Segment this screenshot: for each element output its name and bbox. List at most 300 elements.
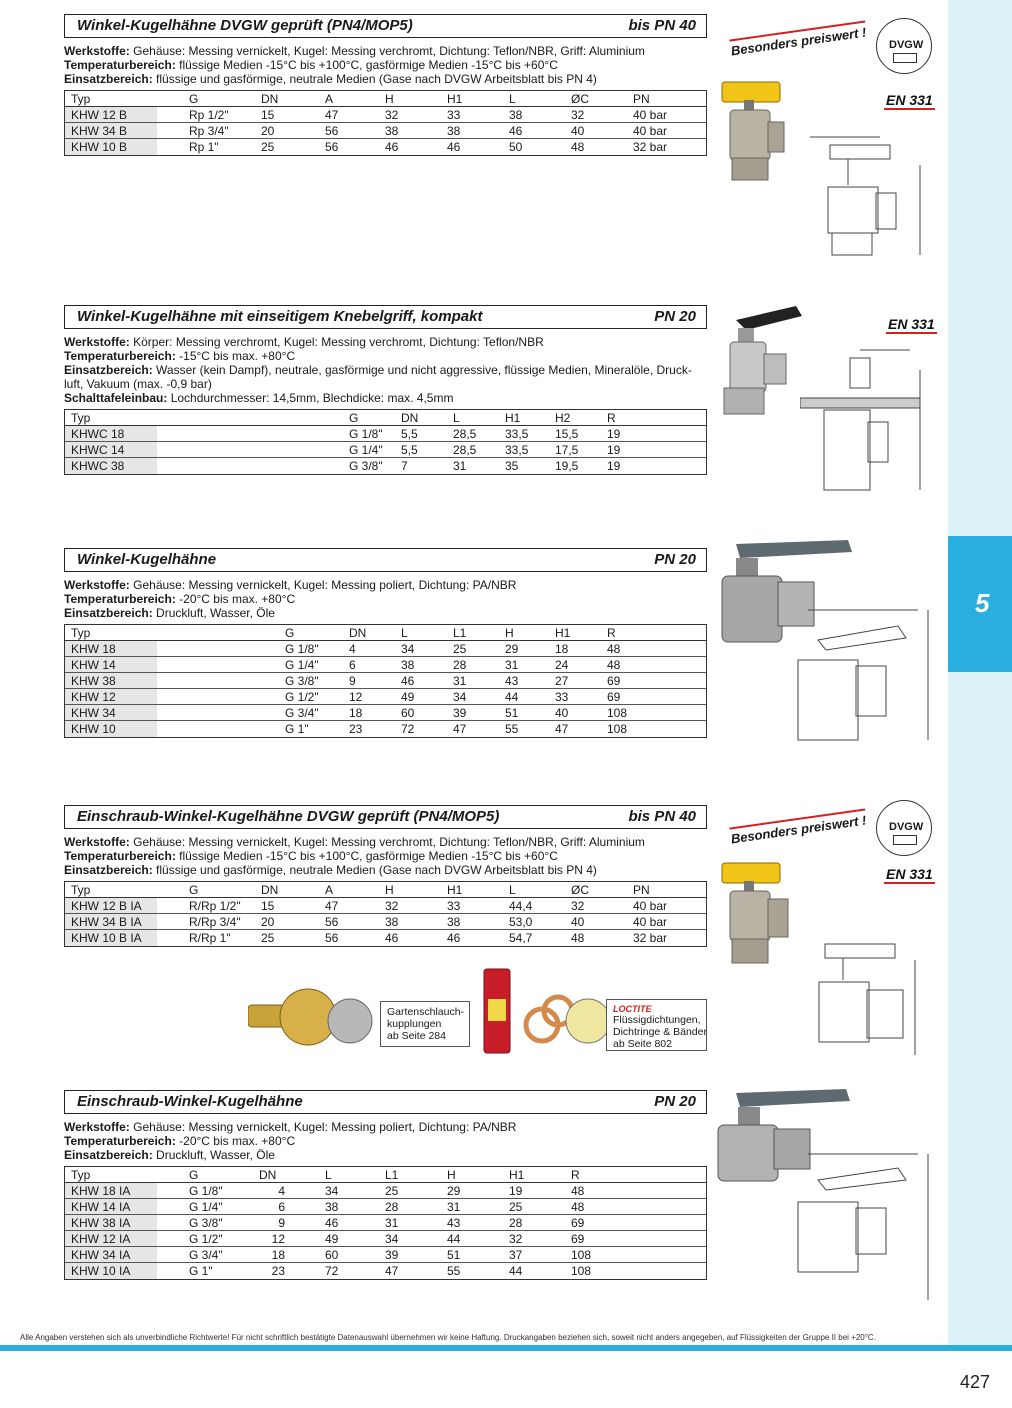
type-cell: KHW 12 IA xyxy=(71,1232,131,1246)
table-cell: 7 xyxy=(401,459,408,473)
page-number: 427 xyxy=(960,1372,991,1392)
table-cell: 56 xyxy=(325,140,339,154)
section-knebelgriff-kompakt xyxy=(64,305,707,475)
table-cell: 19 xyxy=(607,443,621,457)
table-row[interactable] xyxy=(65,1263,706,1279)
table-cell: 32 xyxy=(385,108,399,122)
valve-photo-yellow-handle-2 xyxy=(716,855,796,970)
column-header: H1 xyxy=(505,411,521,425)
table-cell: 5,5 xyxy=(401,443,418,457)
table-cell: 108 xyxy=(571,1248,592,1262)
column-header: G xyxy=(349,411,359,425)
type-cell: KHW 14 IA xyxy=(71,1200,131,1214)
table-cell: G 1/2" xyxy=(285,690,319,704)
dvgw-seal-box xyxy=(893,53,917,63)
table-cell: 48 xyxy=(571,1184,585,1198)
type-cell: KHW 18 xyxy=(71,642,116,656)
table-cell: 32 bar xyxy=(633,140,668,154)
table-row[interactable] xyxy=(65,673,706,689)
type-cell: KHW 10 IA xyxy=(71,1264,131,1278)
table-cell: 48 xyxy=(571,140,585,154)
table-cell: 108 xyxy=(607,722,628,736)
description-line xyxy=(64,1148,707,1162)
column-header: H1 xyxy=(509,1168,525,1182)
technical-drawing-4 xyxy=(795,920,940,1070)
column-header: DN xyxy=(261,883,279,897)
description-label: Temperaturbereich: xyxy=(64,592,176,606)
footer-bar xyxy=(0,1345,1012,1351)
chapter-number: 5 xyxy=(975,588,990,618)
description-text: Gehäuse: Messing vernickelt, Kugel: Messing poliert, Dichtung: PA/NBR xyxy=(129,1120,517,1134)
table-cell: 55 xyxy=(505,722,519,736)
table-cell: 46 xyxy=(385,140,399,154)
table-row[interactable] xyxy=(65,657,706,673)
type-cell: KHW 38 IA xyxy=(71,1216,131,1230)
table-cell: G 3/4" xyxy=(189,1248,223,1262)
description-text: Wasser (kein Dampf), neutrale, gasförmige und nicht aggressive, flüssige Medien, Mineralöle, Druck- xyxy=(152,363,692,377)
table-cell: 40 xyxy=(571,915,585,929)
section-title: Winkel-Kugelhähne mit einseitigem Knebelgriff, kompakt xyxy=(77,308,483,325)
table-cell: 38 xyxy=(325,1200,339,1214)
table-cell: 25 xyxy=(509,1200,523,1214)
description-text: Gehäuse: Messing vernickelt, Kugel: Messing verchromt, Dichtung: Teflon/NBR, Griff: Aluminium xyxy=(129,44,645,58)
promo-seal-line-3: ab Seite 802 xyxy=(613,1038,672,1050)
table-cell: 19,5 xyxy=(555,459,579,473)
description-label: Werkstoffe: xyxy=(64,578,130,592)
table-header-row xyxy=(65,625,706,641)
description-line xyxy=(64,349,707,363)
table-cell: 32 xyxy=(571,899,585,913)
column-header: ØC xyxy=(571,92,589,106)
table-cell: 54,7 xyxy=(509,931,533,945)
table-cell: 51 xyxy=(505,706,519,720)
badge-besonders-preiswert-2: Besonders preiswert ! xyxy=(729,809,867,847)
promo-sealant-box[interactable] xyxy=(606,999,707,1051)
section-pressure-rating: bis PN 40 xyxy=(628,17,696,34)
column-header: L1 xyxy=(453,626,467,640)
description-line xyxy=(64,863,707,877)
table-row[interactable] xyxy=(65,689,706,705)
table-cell: 48 xyxy=(571,1200,585,1214)
column-header: Typ xyxy=(71,92,91,106)
dvgw-seal xyxy=(876,18,932,74)
section-description xyxy=(64,1120,707,1162)
table-cell: 15,5 xyxy=(555,427,579,441)
table-cell: 51 xyxy=(447,1248,461,1262)
spec-table xyxy=(64,624,707,738)
table-cell: R/Rp 1" xyxy=(189,931,231,945)
table-cell: 69 xyxy=(571,1232,585,1246)
table-cell: 39 xyxy=(385,1248,399,1262)
description-line xyxy=(64,58,707,72)
table-cell: 28 xyxy=(453,658,467,672)
table-cell: 29 xyxy=(505,642,519,656)
column-header: L xyxy=(325,1168,332,1182)
table-cell: 43 xyxy=(447,1216,461,1230)
dvgw-seal-box-2 xyxy=(893,835,917,845)
table-cell: G 1" xyxy=(285,722,309,736)
section-pressure-rating: PN 20 xyxy=(654,1093,696,1110)
table-row[interactable] xyxy=(65,1183,706,1199)
table-cell: 38 xyxy=(401,658,415,672)
table-cell: G 1/8" xyxy=(189,1184,223,1198)
table-cell: G 1/2" xyxy=(189,1232,223,1246)
table-cell: 48 xyxy=(607,642,621,656)
section-pressure-rating: PN 20 xyxy=(654,308,696,325)
column-header: L xyxy=(453,411,460,425)
table-cell: 5,5 xyxy=(401,427,418,441)
column-header: L xyxy=(509,92,516,106)
section-header xyxy=(64,805,707,829)
table-cell: 38 xyxy=(447,124,461,138)
table-cell: 33 xyxy=(447,108,461,122)
description-line xyxy=(64,363,707,377)
table-cell: 32 xyxy=(509,1232,523,1246)
description-text: Gehäuse: Messing vernickelt, Kugel: Messing verchromt, Dichtung: Teflon/NBR, Griff: Aluminium xyxy=(129,835,645,849)
table-cell: 40 bar xyxy=(633,899,668,913)
table-cell: 44 xyxy=(447,1232,461,1246)
table-cell: 31 xyxy=(505,658,519,672)
table-cell: 17,5 xyxy=(555,443,579,457)
dvgw-seal-text-2: DVGW xyxy=(889,821,924,833)
table-cell: 20 xyxy=(261,915,275,929)
table-cell: 37 xyxy=(509,1248,523,1262)
table-cell: 72 xyxy=(325,1264,339,1278)
table-cell: 46 xyxy=(447,140,461,154)
table-cell: G 3/4" xyxy=(285,706,319,720)
description-label: Temperaturbereich: xyxy=(64,58,176,72)
type-cell: KHW 10 B xyxy=(71,140,128,154)
table-cell: 33 xyxy=(555,690,569,704)
table-cell: 38 xyxy=(509,108,523,122)
description-text: Lochdurchmesser: 14,5mm, Blechdicke: max. 4,5mm xyxy=(167,391,454,405)
spec-table xyxy=(64,881,707,947)
description-label: Einsatzbereich: xyxy=(64,1148,153,1162)
section-title: Winkel-Kugelhähne DVGW geprüft (PN4/MOP5) xyxy=(77,17,413,34)
table-row[interactable] xyxy=(65,123,706,139)
disclaimer-text: Alle Angaben verstehen sich als unverbindliche Richtwerte! Für nicht schriftlich bestätigte Datenauswahl übernehmen wir keine Haftung. Druckangaben beziehen sich, soweit nicht anders angegeben, auf Flüssigkeiten der Gruppe II bei +20°C. xyxy=(20,1333,876,1342)
table-row[interactable] xyxy=(65,426,706,442)
badge-en331-2: EN 331 xyxy=(888,316,935,332)
description-line xyxy=(64,377,707,391)
description-text: -20°C bis max. +80°C xyxy=(175,592,296,606)
dvgw-seal-2 xyxy=(876,800,932,856)
table-cell: 46 xyxy=(509,124,523,138)
promo-accessories xyxy=(248,963,707,1055)
table-cell: G 3/8" xyxy=(285,674,319,688)
column-header: G xyxy=(285,626,295,640)
column-header: Typ xyxy=(71,626,91,640)
column-header: Typ xyxy=(71,883,91,897)
technical-drawing-5 xyxy=(788,1140,938,1315)
type-cell: KHWC 14 xyxy=(71,443,125,457)
table-cell: 53,0 xyxy=(509,915,533,929)
column-header: DN xyxy=(349,626,367,640)
column-header: H2 xyxy=(555,411,571,425)
table-cell: 46 xyxy=(325,1216,339,1230)
column-header: G xyxy=(189,883,199,897)
table-cell: G 1/8" xyxy=(285,642,319,656)
column-header: A xyxy=(325,883,334,897)
column-header: R xyxy=(607,626,616,640)
table-cell: 18 xyxy=(349,706,363,720)
table-row[interactable] xyxy=(65,705,706,721)
column-header: DN xyxy=(259,1168,277,1182)
table-cell: 31 xyxy=(385,1216,399,1230)
table-cell: 20 xyxy=(261,124,275,138)
table-cell: 28 xyxy=(385,1200,399,1214)
badge-besonders-preiswert: Besonders preiswert ! xyxy=(729,21,867,59)
table-header-row xyxy=(65,1167,706,1183)
type-cell: KHW 10 xyxy=(71,722,116,736)
description-label: Temperaturbereich: xyxy=(64,349,176,363)
table-cell: 108 xyxy=(571,1264,592,1278)
section-header xyxy=(64,548,707,572)
table-row[interactable] xyxy=(65,107,706,123)
table-row[interactable] xyxy=(65,1231,706,1247)
badge-en331-1: EN 331 xyxy=(886,92,933,108)
table-cell: 40 xyxy=(555,706,569,720)
badge-en331-3: EN 331 xyxy=(886,866,933,882)
type-cell: KHW 12 B xyxy=(71,108,128,122)
promo-seal-line-1: Flüssigdichtungen, xyxy=(613,1014,701,1026)
table-cell: 44,4 xyxy=(509,899,533,913)
table-cell: Rp 1/2" xyxy=(189,108,229,122)
type-cell: KHW 34 B IA xyxy=(71,915,142,929)
description-label: Werkstoffe: xyxy=(64,835,130,849)
table-cell: 12 xyxy=(271,1232,285,1246)
table-cell: 31 xyxy=(453,674,467,688)
promo-hose-line-1: Gartenschlauch- xyxy=(387,1006,465,1018)
table-cell: 38 xyxy=(447,915,461,929)
section-einschraub-winkel xyxy=(64,1090,707,1280)
section-header xyxy=(64,14,707,38)
table-row[interactable] xyxy=(65,139,706,155)
table-cell: 23 xyxy=(271,1264,285,1278)
table-cell: 56 xyxy=(325,124,339,138)
table-cell: 34 xyxy=(385,1232,399,1246)
description-text: Druckluft, Wasser, Öle xyxy=(152,1148,275,1162)
table-row[interactable] xyxy=(65,442,706,458)
column-header: G xyxy=(189,92,199,106)
table-cell: 40 bar xyxy=(633,108,668,122)
table-cell: 49 xyxy=(401,690,415,704)
table-cell: 33 xyxy=(447,899,461,913)
table-cell: 19 xyxy=(509,1184,523,1198)
table-cell: 43 xyxy=(505,674,519,688)
table-cell: 31 xyxy=(447,1200,461,1214)
table-cell: 28,5 xyxy=(453,427,477,441)
table-cell: 60 xyxy=(401,706,415,720)
table-cell: 15 xyxy=(261,899,275,913)
table-cell: Rp 3/4" xyxy=(189,124,229,138)
description-text: -20°C bis max. +80°C xyxy=(175,1134,296,1148)
table-cell: 50 xyxy=(509,140,523,154)
description-line xyxy=(64,1134,707,1148)
description-label: Temperaturbereich: xyxy=(64,1134,176,1148)
column-header: A xyxy=(325,92,334,106)
table-cell: 34 xyxy=(453,690,467,704)
type-cell: KHW 14 xyxy=(71,658,116,672)
description-line xyxy=(64,606,707,620)
table-cell: 31 xyxy=(453,459,467,473)
type-cell: KHW 10 B IA xyxy=(71,931,142,945)
table-row[interactable] xyxy=(65,1247,706,1263)
type-cell: KHW 12 B IA xyxy=(71,899,142,913)
table-cell: R/Rp 3/4" xyxy=(189,915,241,929)
table-cell: 32 bar xyxy=(633,931,668,945)
description-text: Körper: Messing verchromt, Kugel: Messing verchromt, Dichtung: Teflon/NBR xyxy=(129,335,544,349)
table-cell: 15 xyxy=(261,108,275,122)
table-cell: 48 xyxy=(571,931,585,945)
spec-table xyxy=(64,1166,707,1280)
description-text: luft, Vakuum (max. -0,9 bar) xyxy=(64,377,212,391)
promo-hose-coupling-box[interactable] xyxy=(380,1001,470,1047)
table-cell: 60 xyxy=(325,1248,339,1262)
table-cell: 28,5 xyxy=(453,443,477,457)
table-cell: 48 xyxy=(607,658,621,672)
technical-drawing-3 xyxy=(788,590,938,760)
type-cell: KHW 34 B xyxy=(71,124,128,138)
description-label: Einsatzbereich: xyxy=(64,606,153,620)
table-cell: 25 xyxy=(261,140,275,154)
section-pressure-rating: bis PN 40 xyxy=(628,808,696,825)
hose-coupling-photo xyxy=(248,981,378,1055)
description-label: Werkstoffe: xyxy=(64,335,130,349)
table-cell: 69 xyxy=(571,1216,585,1230)
table-cell: 34 xyxy=(401,642,415,656)
table-cell: 24 xyxy=(555,658,569,672)
section-winkel-kugelhaehne xyxy=(64,548,707,738)
table-header-row xyxy=(65,882,706,898)
column-header: H xyxy=(385,92,394,106)
table-header-row xyxy=(65,410,706,426)
table-cell: 38 xyxy=(385,915,399,929)
table-cell: 32 xyxy=(571,108,585,122)
table-cell: 56 xyxy=(325,915,339,929)
table-cell: 25 xyxy=(453,642,467,656)
table-row[interactable] xyxy=(65,930,706,946)
table-cell: 46 xyxy=(401,674,415,688)
table-cell: 6 xyxy=(349,658,356,672)
promo-seal-line-2: Dichtringe & Bänder xyxy=(613,1026,707,1038)
type-cell: KHWC 38 xyxy=(71,459,125,473)
table-cell: 39 xyxy=(453,706,467,720)
table-cell: Rp 1" xyxy=(189,140,219,154)
section-title: Einschraub-Winkel-Kugelhähne DVGW geprüft (PN4/MOP5) xyxy=(77,808,500,825)
column-header: H1 xyxy=(555,626,571,640)
section-title: Einschraub-Winkel-Kugelhähne xyxy=(77,1093,303,1110)
technical-drawing-2 xyxy=(800,330,940,505)
table-cell: G 1/4" xyxy=(189,1200,223,1214)
column-header: L1 xyxy=(385,1168,399,1182)
table-cell: 56 xyxy=(325,931,339,945)
description-text: Druckluft, Wasser, Öle xyxy=(152,606,275,620)
description-text: flüssige Medien -15°C bis +100°C, gasförmige Medien -15°C bis +60°C xyxy=(175,58,558,72)
type-cell: KHW 34 IA xyxy=(71,1248,131,1262)
column-header: Typ xyxy=(71,1168,91,1182)
description-line xyxy=(64,592,707,606)
table-cell: 47 xyxy=(325,899,339,913)
description-line xyxy=(64,44,707,58)
column-header: PN xyxy=(633,883,650,897)
table-cell: 9 xyxy=(278,1216,285,1230)
table-cell: 40 bar xyxy=(633,124,668,138)
table-cell: 47 xyxy=(453,722,467,736)
table-cell: 69 xyxy=(607,690,621,704)
table-cell: 29 xyxy=(447,1184,461,1198)
table-cell: 35 xyxy=(505,459,519,473)
description-line xyxy=(64,849,707,863)
table-cell: 25 xyxy=(261,931,275,945)
table-cell: 18 xyxy=(555,642,569,656)
table-cell: 46 xyxy=(447,931,461,945)
description-line xyxy=(64,335,707,349)
table-cell: 25 xyxy=(385,1184,399,1198)
table-cell: 19 xyxy=(607,427,621,441)
table-row[interactable] xyxy=(65,641,706,657)
column-header: G xyxy=(189,1168,199,1182)
table-cell: 72 xyxy=(401,722,415,736)
column-header: ØC xyxy=(571,883,589,897)
promo-hose-line-2: kupplungen xyxy=(387,1018,442,1030)
column-header: H1 xyxy=(447,92,463,106)
table-cell: 49 xyxy=(325,1232,339,1246)
loctite-logo: LOCTITE xyxy=(613,1004,652,1014)
table-row[interactable] xyxy=(65,1215,706,1231)
table-cell: 33,5 xyxy=(505,427,529,441)
side-index-bar xyxy=(948,0,1012,1345)
description-label: Schalttafeleinbau: xyxy=(64,391,168,405)
column-header: R xyxy=(571,1168,580,1182)
description-label: Einsatzbereich: xyxy=(64,863,153,877)
table-cell: G 1/4" xyxy=(285,658,319,672)
table-cell: 34 xyxy=(325,1184,339,1198)
description-label: Werkstoffe: xyxy=(64,44,130,58)
table-row[interactable] xyxy=(65,1199,706,1215)
table-cell: 44 xyxy=(505,690,519,704)
table-cell: G 3/8" xyxy=(349,459,383,473)
column-header: R xyxy=(607,411,616,425)
description-label: Einsatzbereich: xyxy=(64,363,153,377)
table-cell: G 1" xyxy=(189,1264,213,1278)
table-row[interactable] xyxy=(65,721,706,737)
table-row[interactable] xyxy=(65,458,706,474)
description-line xyxy=(64,578,707,592)
column-header: H xyxy=(447,1168,456,1182)
table-cell: 18 xyxy=(271,1248,285,1262)
column-header: PN xyxy=(633,92,650,106)
column-header: DN xyxy=(261,92,279,106)
table-cell: 12 xyxy=(349,690,363,704)
table-cell: 9 xyxy=(349,674,356,688)
column-header: L xyxy=(401,626,408,640)
table-cell: 32 xyxy=(385,899,399,913)
spec-table xyxy=(64,409,707,475)
column-header: H xyxy=(385,883,394,897)
table-header-row xyxy=(65,91,706,107)
table-cell: 38 xyxy=(385,124,399,138)
type-cell: KHW 34 xyxy=(71,706,116,720)
table-cell: 6 xyxy=(278,1200,285,1214)
table-row[interactable] xyxy=(65,914,706,930)
description-line xyxy=(64,835,707,849)
section-description xyxy=(64,44,707,86)
valve-photo-yellow-handle xyxy=(716,74,796,186)
description-line xyxy=(64,72,707,86)
technical-drawing-1 xyxy=(800,125,940,265)
table-row[interactable] xyxy=(65,898,706,914)
